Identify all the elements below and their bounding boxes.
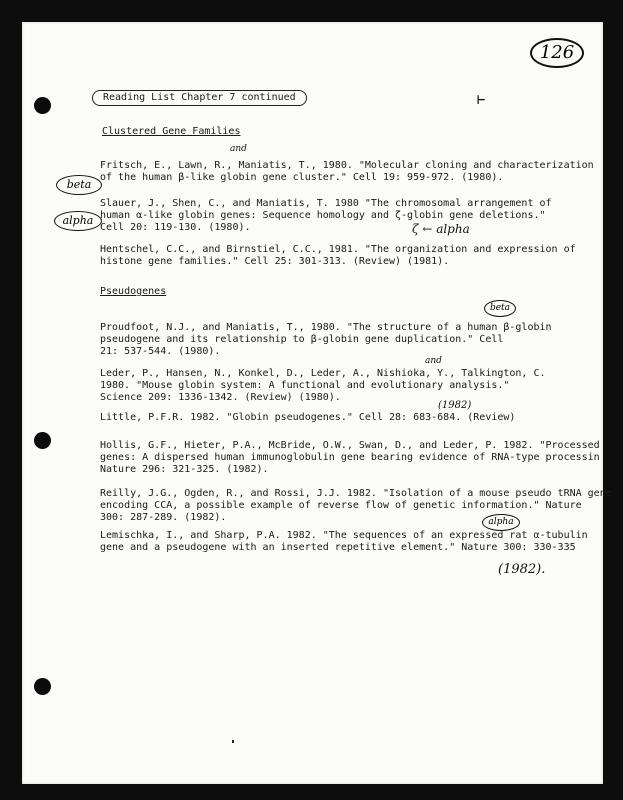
citation-line: Hollis, G.F., Hieter, P.A., McBride, O.W., Swan, D., and Leder, P. 1982. "Processed — [100, 440, 600, 451]
page-number: 126 — [530, 38, 584, 68]
citation-line: gene and a pseudogene with an inserted repetitive element." Nature 300: 330-335 — [100, 542, 576, 553]
citation-line: 1980. "Mouse globin system: A functional and evolutionary analysis." — [100, 380, 510, 391]
citation-line: Fritsch, E., Lawn, R., Maniatis, T., 1980. "Molecular cloning and characterization — [100, 160, 594, 171]
citation-line: histone gene families." Cell 25: 301-313. (Review) (1981). — [100, 256, 450, 267]
handwritten-year: (1982) — [438, 400, 472, 411]
citation-line: 300: 287-289. (1982). — [100, 512, 227, 523]
citation-line: Nature 296: 321-325. (1982). — [100, 464, 269, 475]
citation-line: Cell 20: 119-130. (1980). — [100, 222, 251, 233]
handwritten-zeta-alpha: ζ ← alpha — [412, 222, 470, 236]
handwritten-and: and — [425, 356, 442, 366]
citation-line: 21: 537-544. (1980). — [100, 346, 221, 357]
punch-hole-middle — [34, 432, 51, 449]
punch-hole-bottom — [34, 678, 51, 695]
handwritten-year: (1982). — [498, 562, 546, 577]
citation-line: Proudfoot, N.J., and Maniatis, T., 1980. "The structure of a human β-globin — [100, 322, 552, 333]
page-title: Reading List Chapter 7 continued — [92, 90, 307, 106]
handwritten-beta-oval: beta — [56, 175, 102, 195]
citation-line: Hentschel, C.C., and Birnstiel, C.C., 1981. "The organization and expression of — [100, 244, 576, 255]
citation-line: pseudogene and its relationship to β-globin gene duplication." Cell — [100, 334, 504, 345]
handwritten-alpha-oval: alpha — [482, 514, 520, 531]
handwritten-beta-oval: beta — [484, 300, 516, 317]
paper-speck — [232, 740, 234, 743]
punch-hole-top — [34, 97, 51, 114]
citation-line: human α-like globin genes: Sequence homology and ζ-globin gene deletions." — [100, 210, 546, 221]
citation-line: Science 209: 1336-1342. (Review) (1980). — [100, 392, 341, 403]
citation-line: Slauer, J., Shen, C., and Maniatis, T. 1980 "The chromosomal arrangement of — [100, 198, 552, 209]
citation-line: encoding CCA, a possible example of reverse flow of genetic information." Nature — [100, 500, 582, 511]
citation-line: genes: A dispersed human immunoglobulin gene bearing evidence of RNA-type processin — [100, 452, 600, 463]
citation-line: Lemischka, I., and Sharp, P.A. 1982. "The sequences of an expressed rat α-tubulin — [100, 530, 588, 541]
document-page — [22, 22, 612, 784]
section-heading: Pseudogenes — [100, 286, 167, 297]
citation-line: Leder, P., Hansen, N., Konkel, D., Leder, A., Nishioka, Y., Talkington, C. — [100, 368, 546, 379]
section-heading: Clustered Gene Families — [102, 126, 241, 137]
margin-mark: ⊢ — [477, 92, 486, 108]
citation-line: of the human β-like globin gene cluster." Cell 19: 959-972. (1980). — [100, 172, 504, 183]
citation-line: Little, P.F.R. 1982. "Globin pseudogenes." Cell 28: 683-684. (Review) — [100, 412, 516, 423]
handwritten-alpha-oval: alpha — [54, 211, 102, 231]
citation-line: Reilly, J.G., Ogden, R., and Rossi, J.J. 1982. "Isolation of a mouse pseudo tRNA gene — [100, 488, 612, 499]
handwritten-and: and — [230, 144, 247, 154]
